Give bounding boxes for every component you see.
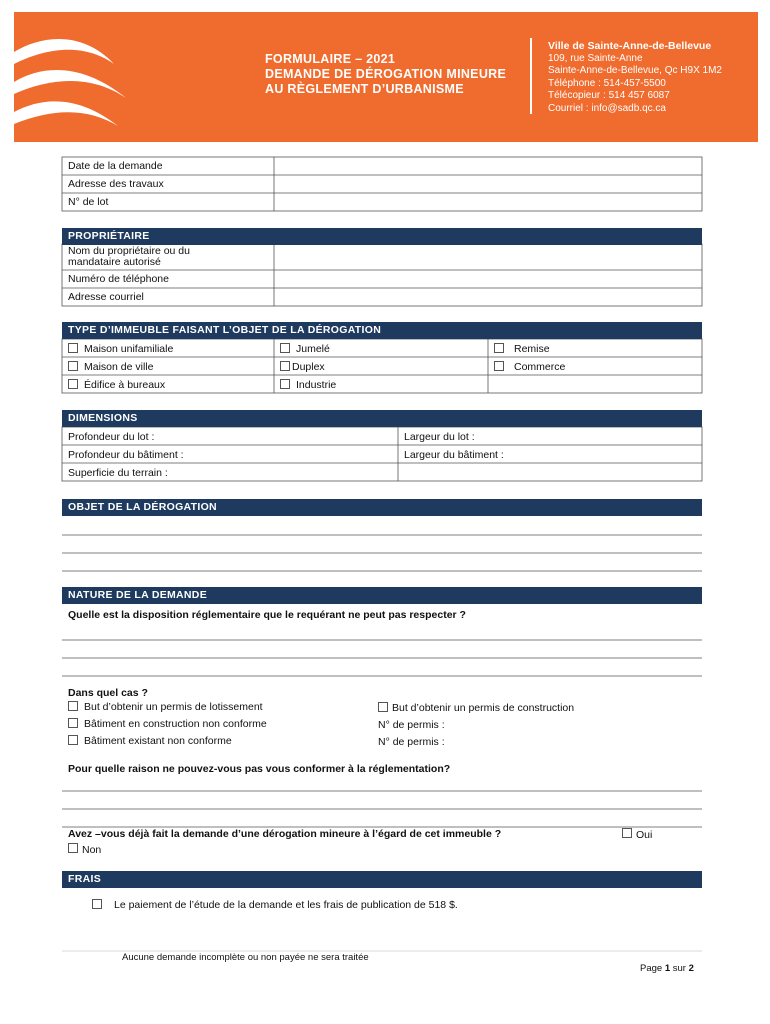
dimensions-section-header: DIMENSIONS [62, 410, 702, 427]
owner-name-label [68, 246, 190, 268]
building-type-section-header: TYPE D’IMMEUBLE FAISANT L’OBJET DE LA DÉROGATION [62, 322, 702, 339]
work-address-label: Adresse des travaux [68, 178, 164, 190]
regulation-answer-area[interactable] [62, 625, 702, 677]
owner-section-header: PROPRIÉTAIRE [62, 228, 702, 245]
object-section-header: OBJET DE LA DÉROGATION [62, 499, 702, 516]
regulation-question: Quelle est la disposition réglementaire que le requérant ne peut pas respecter ? [68, 609, 466, 621]
city-email[interactable]: Courriel : info@sadb.qc.ca [548, 102, 666, 114]
object-text-area[interactable] [62, 520, 702, 572]
option-townhouse: Maison de ville [84, 361, 154, 373]
address-line1: 109, rue Sainte-Anne [548, 52, 643, 64]
option-office-building: Édifice à bureaux [84, 379, 166, 391]
reason-answer-area[interactable] [62, 778, 702, 828]
nature-section-header: NATURE DE LA DEMANDE [62, 587, 702, 604]
fees-section-header: FRAIS [62, 871, 702, 888]
option-industry: Industrie [296, 379, 337, 391]
lot-depth-label: Profondeur du lot : [68, 431, 155, 443]
reason-question: Pour quelle raison ne pouvez-vous pas vous conformer à la réglementation? [68, 763, 451, 775]
checkbox-townhouse[interactable] [68, 361, 78, 371]
option-semi-detached: Jumelé [296, 343, 330, 355]
option-construction-permit: But d’obtenir un permis de construction [392, 702, 575, 714]
option-duplex: Duplex [292, 361, 325, 373]
page-current: 1 [664, 963, 671, 974]
page-prefix: Page [640, 963, 665, 974]
form-title-line2: DEMANDE DE DÉROGATION MINEURE [265, 67, 507, 81]
page-number [640, 963, 694, 974]
permit-number-label-2: N° de permis : [378, 736, 445, 748]
form-title-line1: FORMULAIRE – 2021 [265, 52, 396, 66]
permit-number-label-1: N° de permis : [378, 719, 445, 731]
building-depth-label: Profondeur du bâtiment : [68, 449, 184, 461]
previous-request-question: Avez –vous déjà fait la demande d’une dérogation mineure à l’égard de cet immeuble ? [68, 828, 502, 840]
checkbox-industry[interactable] [280, 379, 290, 389]
work-address-field[interactable] [276, 176, 700, 192]
page-total: 2 [688, 963, 694, 974]
checkbox-yes[interactable] [622, 828, 632, 838]
checkbox-no[interactable] [68, 843, 78, 853]
option-commerce: Commerce [514, 361, 566, 373]
date-label: Date de la demande [68, 160, 163, 172]
owner-name-label-line1: Nom du propriétaire ou du [68, 245, 190, 257]
option-non-compliant-construction: Bâtiment en construction non conforme [84, 718, 267, 730]
option-no: Non [82, 844, 102, 856]
city-name: Ville de Sainte-Anne-de-Bellevue [548, 40, 712, 52]
checkbox-duplex[interactable] [280, 361, 290, 371]
owner-email-field[interactable] [276, 289, 700, 305]
option-yes: Oui [636, 829, 653, 841]
lot-width-label: Largeur du lot : [404, 431, 475, 443]
land-area-label: Superficie du terrain : [68, 467, 168, 479]
checkbox-non-compliant-construction[interactable] [68, 718, 78, 728]
date-field[interactable] [276, 158, 700, 174]
option-subdivision-permit: But d’obtenir un permis de lotissement [84, 701, 263, 713]
building-width-label: Largeur du bâtiment : [404, 449, 504, 461]
checkbox-shed[interactable] [494, 343, 504, 353]
address-line2: Sainte-Anne-de-Bellevue, Qc H9X 1M2 [548, 65, 722, 76]
checkbox-semi-detached[interactable] [280, 343, 290, 353]
owner-phone-field[interactable] [276, 271, 700, 287]
form-title-line3: AU RÈGLEMENT D’URBANISME [265, 82, 464, 96]
option-existing-non-compliant: Bâtiment existant non conforme [84, 735, 232, 747]
option-shed: Remise [514, 343, 550, 355]
owner-name-label-line2: mandataire autorisé [68, 256, 161, 268]
city-phone: Téléphone : 514-457-5500 [548, 77, 666, 89]
incomplete-notice: Aucune demande incomplète ou non payée ne sera traitée [122, 952, 369, 963]
checkbox-single-family[interactable] [68, 343, 78, 353]
checkbox-fee-payment[interactable] [92, 899, 102, 909]
lot-number-label: N° de lot [68, 196, 109, 208]
lot-number-field[interactable] [276, 194, 700, 210]
owner-name-field[interactable] [276, 245, 700, 269]
checkbox-construction-permit[interactable] [378, 702, 388, 712]
checkbox-existing-non-compliant[interactable] [68, 735, 78, 745]
checkbox-commerce[interactable] [494, 361, 504, 371]
owner-email-label: Adresse courriel [68, 291, 144, 303]
checkbox-office-building[interactable] [68, 379, 78, 389]
checkbox-subdivision-permit[interactable] [68, 701, 78, 711]
fee-payment-text: Le paiement de l’étude de la demande et les frais de publication de 518 $. [114, 899, 458, 911]
page-mid: sur [670, 963, 689, 974]
option-single-family: Maison unifamiliale [84, 343, 174, 355]
city-fax: Télécopieur : 514 457 6087 [548, 90, 670, 101]
which-case-question: Dans quel cas ? [68, 687, 148, 699]
owner-phone-label: Numéro de téléphone [68, 273, 169, 285]
